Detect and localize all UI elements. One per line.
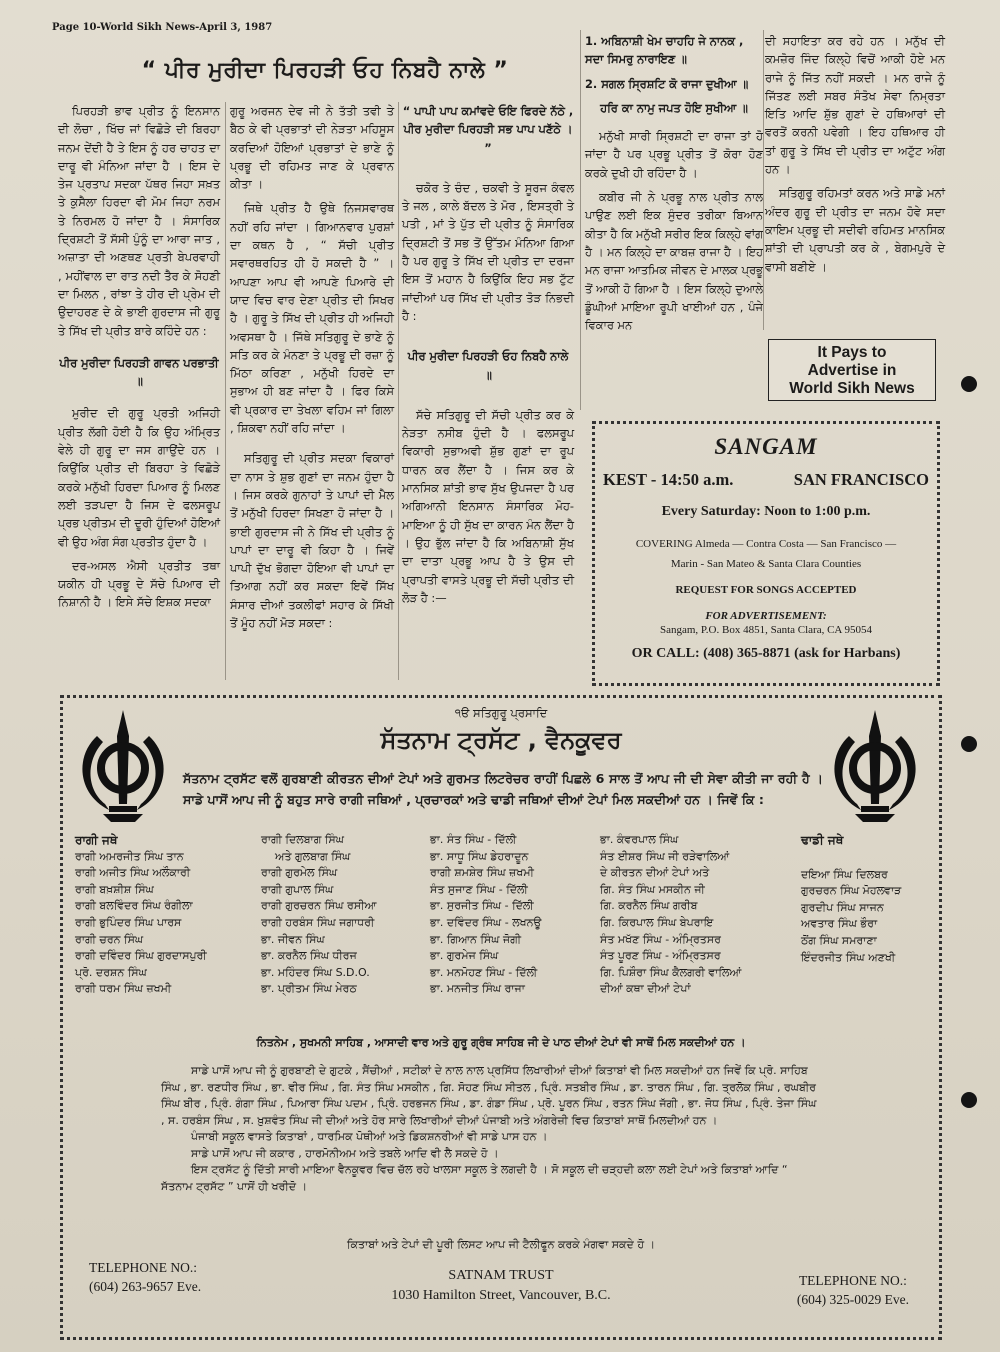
khanda-icon — [73, 706, 173, 826]
list-item: ਭਾ. ਪ੍ਰੀਤਮ ਸਿੰਘ ਮੇਰਠ — [261, 982, 357, 996]
list-item: ਰਾਗੀ ਅਜੀਤ ਸਿੰਘ ਅਲੌਕਾਰੀ — [75, 866, 191, 880]
binder-hole — [961, 376, 977, 392]
list-item: ਰਾਗੀ ਸ਼ਮਸ਼ੇਰ ਸਿੰਘ ਜ਼ਖਮੀ — [430, 866, 534, 880]
invocation: ੧ੳ ਸਤਿਗੁਰੂ ਪ੍ਰਸਾਦਿ — [454, 706, 548, 720]
paragraph: ਸੱਚੇ ਸਤਿਗੁਰੂ ਦੀ ਸੱਚੀ ਪ੍ਰੀਤ ਕਰ ਕੇ ਨੇੜਤਾ ਨਸੀਬ ਹੁੰਦੀ ਹੈ । ਫਲਸਰੂਪ ਵਿਕਾਰੀ ਸੁਭਾਅਵੀ ਸ਼ੁੱਭ ਗੁਣਾਂ ਦਾ ਰੂਪ ਧਾਰਨ ਕਰ ਲੈਂਦਾ ਹੈ । ਜਿਸ ਕਰ ਕੇ ਮਾਨਸਿਕ ਸ਼ਾਂਤੀ ਭਾਵ ਸੁੱਖ ਉਪਜਦਾ ਹੈ ਪਰ ਅਗਿਆਨੀ ਇਨਸਾਨ ਸੰਸਾਰਿਕ ਮੋਹ-ਮਾਇਆ ਨੂੰ ਹੀ ਸੁੱਖ ਦਾ ਕਾਰਨ ਮੰਨ ਲੈਂਦਾ ਹੈ । ਉਹ ਭੁੱਲ ਜਾਂਦਾ ਹੈ ਕਿ ਅਬਿਨਾਸ਼ੀ ਸੁੱਖ ਦਾ ਦਾਤਾ ਪ੍ਰਭੂ ਆਪ ਹੈ ਤੇ ਉਸ ਦੀ ਪ੍ਰਾਪਤੀ ਵਾਸਤੇ ਪ੍ਰਭੂ ਦੀ ਸੱਚੀ ਪ੍ਰੀਤ ਦੀ ਲੋੜ ਹੈ :— — [402, 407, 574, 605]
list-item: ਗਿ. ਸੰਤ ਸਿੰਘ ਮਸਕੀਨ ਜੀ — [600, 882, 705, 896]
list-item: ਭਾ. ਮਨਜੀਤ ਸਿੰਘ ਰਾਜਾ — [430, 982, 525, 996]
trust-address: 1030 Hamilton Street, Vancouver, B.C. — [391, 1288, 611, 1303]
list-item: ਅਵਤਾਰ ਸਿੰਘ ਭੌਰਾ — [801, 917, 878, 931]
list-item: ਰਾਗੀ ਭੁਪਿੰਦਰ ਸਿੰਘ ਪਾਰਸ — [75, 915, 182, 929]
telephone-label: TELEPHONE NO.: — [798, 1273, 907, 1288]
list-item: ਦੇ ਕੀਰਤਨ ਦੀਆਂ ਟੇਪਾਂ ਅਤੇ — [600, 866, 710, 880]
list-item: ਸੰਤ ਪੂਰਣ ਸਿੰਘ - ਅੰਮ੍ਰਿਤਸਰ — [600, 949, 721, 963]
column-divider — [398, 102, 399, 680]
station-line — [595, 470, 937, 490]
list-item: ਦਇਆ ਸਿੰਘ ਦਿਲਬਰ — [801, 867, 888, 881]
paragraph: ਮਨੁੱਖੀ ਸਾਰੀ ਸ੍ਰਿਸ਼ਟੀ ਦਾ ਰਾਜਾ ਤਾਂ ਹੋ ਜਾਂਦਾ ਹੈ ਪਰ ਪ੍ਰਭੂ ਪ੍ਰੀਤ ਤੋਂ ਕੋਰਾ ਹੋਣ ਕਰਕੇ ਦੁਖੀ ਹੀ ਰਹਿੰਦਾ ਹੈ । — [585, 129, 763, 180]
list-item: ਅਤੇ ਗੁਲਬਾਗ ਸਿੰਘ — [275, 849, 351, 863]
paragraph: ਦੀ ਸਹਾਇਤਾ ਕਰ ਰਹੇ ਹਨ । ਮਨੁੱਖ ਦੀ ਕਮਜ਼ੋਰ ਜਿੰਦ ਕਿਲ੍ਹੇ ਵਿਚੋਂ ਆਕੀ ਹੋਏ ਮਨ ਰਾਜੇ ਨੂੰ ਜਿੱਤ ਨਹੀਂ ਸਕਦੀ । ਮਨ ਰਾਜੇ ਨੂੰ ਜਿੱਤਣ ਲਈ ਸਬਰ ਸੰਤੋਖ ਸੇਵਾ ਨਿਮ੍ਰਤਾ ਇਤਿ ਆਦਿ ਸ਼ੁੱਭ ਗੁਣਾਂ ਦੇ ਹਥਿਆਰਾਂ ਦੀ ਵਰਤੋਂ ਕਰਨੀ ਪਵੇਗੀ । ਇਹ ਹਥਿਆਰ ਹੀ ਤਾਂ ਗੁਰੂ ਤੇ ਸਿੱਖ ਦੀ ਪ੍ਰੀਤ ਦਾ ਅਟੁੱਟ ਅੰਗ ਹਨ । — [765, 34, 945, 177]
coverage-line: Marin - San Mateo & Santa Clara Counties — [670, 558, 862, 570]
paragraph: ਸਤਿਗੁਰੂ ਰਹਿਮਤਾਂ ਕਰਨ ਅਤੇ ਸਾਡੇ ਮਨਾਂ ਅੰਦਰ ਗੁਰੂ ਦੀ ਪ੍ਰੀਤ ਦਾ ਜਨਮ ਹੋਵੇ ਸਦਾ ਕਾਇਮ ਪ੍ਰਭੂ ਦੀ ਸਦੀਵੀ ਰਹਿਮਤ ਮਾਨਸਿਕ ਸ਼ਾਂਤੀ ਦੀ ਪ੍ਰਾਪਤੀ ਕਰ ਕੇ , ਬੇਗਮਪੁਰੇ ਦੇ ਵਾਸੀ ਬਣੀਏ । — [765, 186, 945, 274]
list-heading: ਢਾਡੀ ਜਥੇ — [801, 833, 844, 847]
list-item: ਰਾਗੀ ਚਰਨ ਸਿੰਘ — [75, 932, 144, 946]
list-item: ਰਾਗੀ ਧਰਮ ਸਿੰਘ ਜ਼ਖਮੀ — [75, 982, 172, 996]
list-item: ਇੰਦਰਜੀਤ ਸਿੰਘ ਅਣਖੀ — [801, 950, 896, 964]
trust-intro: ਸੱਤਨਾਮ ਟ੍ਰਸੱਟ ਵਲੋਂ ਗੁਰਬਾਣੀ ਕੀਰਤਨ ਦੀਆਂ ਟੇਪਾਂ ਅਤੇ ਗੁਰਮਤ ਲਿਟਰੇਚਰ ਰਾਹੀਂ ਪਿਛਲੇ 6 ਸਾਲ ਤੋਂ ਆਪ ਜੀ ਦੀ ਸੇਵਾ ਕੀਤੀ ਜਾ ਰਹੀ ਹੈ । ਸਾਡੇ ਪਾਸੋਂ ਆਪ ਜੀ ਨੂੰ ਬਹੁਤ ਸਾਰੇ ਰਾਗੀ ਜਥਿਆਂ , ਪ੍ਰਚਾਰਕਾਂ ਅਤੇ ਢਾਡੀ ਜਥਿਆਂ ਦੀਆਂ ਟੇਪਾਂ ਮਿਲ ਸਕਦੀਆਂ ਹਨ । ਜਿਵੇਂ ਕਿ : — [183, 771, 823, 807]
sangam-address: Sangam, P.O. Box 4851, Santa Clara, CA 95054 — [659, 624, 873, 636]
paragraph: ਜਿਥੇ ਪ੍ਰੀਤ ਹੈ ਉਥੇ ਨਿਜਸਵਾਰਥ ਨਹੀਂ ਰਹਿ ਜਾਂਦਾ । ਗਿਆਨਵਾਰ ਪੁਰਸ਼ਾਂ ਦਾ ਕਥਨ ਹੈ , “ ਸੱਚੀ ਪ੍ਰੀਤ ਸਵਾਰਥਰਹਿਤ ਹੀ ਹੋ ਸਕਦੀ ਹੈ ” । ਆਪਣਾ ਆਪ ਵੀ ਆਪਣੇ ਪਿਆਰੇ ਦੀ ਯਾਦ ਵਿਚ ਵਾਰ ਦੇਣਾ ਪ੍ਰੀਤ ਦੀ ਸਿਖਰ ਹੈ । ਗੁਰੂ ਤੇ ਸਿੱਖ ਦੀ ਪ੍ਰੀਤ ਹੀ ਅਜਿਹੀ ਅਵਸਥਾ ਹੈ । ਜਿੱਥੇ ਸਤਿਗੁਰੂ ਦੇ ਭਾਣੇ ਨੂੰ ਸਤਿ ਕਰ ਕੇ ਮੰਨਣਾ ਤੇ ਪ੍ਰਭੂ ਦੀ ਰਜ਼ਾ ਨੂੰ ਮਿੱਠਾ ਕਰਿਣਾ , ਮਨੁੱਖੀ ਹਿਰਦੇ ਦਾ ਸੁਭਾਅ ਹੀ ਬਣ ਜਾਂਦਾ ਹੈ । ਫਿਰ ਕਿਸੇ ਵੀ ਪ੍ਰਕਾਰ ਦਾ ਤੇਖਲਾ ਵਹਿਮ ਜਾਂ ਗਿਲਾ , ਸ਼ਿਕਵਾ ਨਹੀਂ ਰਹਿ ਜਾਂਦਾ । — [230, 201, 394, 436]
list-item: ਰਾਗੀ ਦਿਲਬਾਗ ਸਿੰਘ — [261, 833, 344, 846]
column-divider — [763, 30, 764, 330]
verse-heading: ਪੀਰ ਮੁਰੀਦਾ ਪਿਰਹੜੀ ਓਹ ਨਿਬਹੈ ਨਾਲੇ ॥ — [407, 349, 569, 382]
telephone-number: (604) 325-0029 Eve. — [796, 1292, 909, 1307]
list-item: ਭਾ. ਸੁਰਜੀਤ ਸਿੰਘ - ਦਿੱਲੀ — [430, 899, 534, 913]
list-item: ਗਿ. ਕਿਰਪਾਲ ਸਿੰਘ ਬੇਪਰਾਇ — [600, 915, 714, 929]
column-divider — [225, 102, 226, 680]
list-item: ਸੰਤ ਈਸ਼ਰ ਸਿੰਘ ਜੀ ਰੜੇਵਾਲਿਆਂ — [600, 849, 730, 863]
list-item: ਰਾਗੀ ਗੁਰਮੇਲ ਸਿੰਘ — [261, 866, 338, 880]
list-item: ਪ੍ਰੋ. ਦਰਸ਼ਨ ਸਿੰਘ — [75, 965, 147, 979]
list-item: ਰਾਗੀ ਗੁਪਾਲ ਸਿੰਘ — [261, 882, 334, 896]
ragi-list-2 — [261, 832, 431, 998]
song-request-note: REQUEST FOR SONGS ACCEPTED — [675, 584, 857, 596]
paragraph: ਸਾਡੇ ਪਾਸੋਂ ਆਪ ਜੀ ਕਕਾਰ , ਹਾਰਮੋਨੀਅਮ ਅਤੇ ਤਬਲੇ ਆਦਿ ਵੀ ਲੈ ਸਕਦੇ ਹੋ । — [191, 1146, 499, 1160]
list-item: ਭਾ. ਦਵਿੰਦਰ ਸਿੰਘ - ਲਖਨਊ — [430, 915, 542, 929]
list-item: ਗਿ. ਪਿਸ਼ੌਰਾ ਸਿੰਘ ਕੈਲਗਰੀ ਵਾਲਿਆਂ — [600, 965, 742, 979]
verse-line: 2. ਸਗਲ ਸ੍ਰਿਸ਼ਟਿ ਕੋ ਰਾਜਾ ਦੁਖੀਆ ॥ — [585, 76, 749, 91]
station-city: SAN FRANCISCO — [793, 470, 929, 489]
satnam-trust-ad — [60, 695, 942, 1340]
article-column-4 — [585, 32, 763, 340]
list-item: ਰਾਗੀ ਬਲਵਿੰਦਰ ਸਿੰਘ ਰੰਗੀਲਾ — [75, 899, 193, 913]
list-heading: ਰਾਗੀ ਜਥੇ — [75, 833, 118, 847]
paragraph: ਗੁਰੂ ਅਰਜਨ ਦੇਵ ਜੀ ਨੇ ਤੱਤੀ ਤਵੀ ਤੇ ਬੈਠ ਕੇ ਵੀ ਪ੍ਰਭਾਤਾਂ ਦੀ ਨੇੜਤਾ ਮਹਿਸੂਸ ਕਰਦਿਆਂ ਹੋਇਆਂ ਪ੍ਰਭਾਤਾਂ ਦੇ ਭਾਣੇ ਨੂੰ ਪ੍ਰਭੂ ਦੀ ਰਹਿਮਤ ਜਾਣ ਕੇ ਪ੍ਰਵਾਨ ਕੀਤਾ । — [230, 104, 394, 192]
list-item: ਭਾ. ਸੰਤ ਸਿੰਘ - ਦਿੱਲੀ — [430, 833, 517, 846]
paragraph: ਪਿਰਹੜੀ ਭਾਵ ਪ੍ਰੀਤ ਨੂੰ ਇਨਸਾਨ ਦੀ ਲੋਚਾ , ਖਿੱਚ ਜਾਂ ਵਿਛੋੜੇ ਦੀ ਬਿਰਹਾ ਜਨਮ ਦੇਂਦੀ ਹੈ ਤੇ ਇਸ ਨੂੰ ਹਰ ਚਾਹਤ ਦਾ ਦਾਰੂ ਵੀ ਮੰਨਿਆ ਜਾਂਦਾ ਹੈ । ਇਸ ਦੇ ਤੇਜ ਪ੍ਰਤਾਪ ਸਦਕਾ ਪੱਥਰ ਜਿਹਾ ਸਖ਼ਤ ਤੇ ਕੁਸੈਲਾ ਹਿਰਦਾ ਵੀ ਮੋਮ ਜਿਹਾ ਨਰਮ ਤੇ ਨਿਰਮਲ ਹੋ ਜਾਂਦਾ ਹੈ । ਸੰਸਾਰਿਕ ਦ੍ਰਿਸ਼ਟੀ ਤੋਂ ਸੱਸੀ ਪੁੰਨੂੰ ਦਾ ਆਰਾ ਜਾਤ , ਅਜ਼ਾਤਾ ਦੀ ਅਣਥਣ ਪ੍ਰਤੀ ਬੇਪਰਵਾਹੀ , ਮਹੀਂਵਾਲ ਦਾ ਰਾਤ ਨਦੀ ਤੈਰ ਕੇ ਸੋਹਣੀ ਦਾ ਮਿਲਨ , ਰਾਂਝਾ ਤੇ ਹੀਰ ਦੀ ਪ੍ਰੇਮ ਦੀ ਉਦਾਹਰਣ ਦੇ ਕੇ ਭਾਈ ਗੁਰਦਾਸ ਜੀ ਗੁਰੂ ਤੇ ਸਿੱਖ ਦੀ ਪ੍ਰੀਤ ਬਾਰੇ ਕਹਿੰਦੇ ਹਨ : — [58, 104, 220, 338]
sangam-title: SANGAM — [714, 434, 818, 459]
telephone-right — [797, 1271, 909, 1309]
list-item: ਭਾ. ਗੁਰਮੇਜ ਸਿੰਘ — [430, 949, 499, 963]
list-item: ਭਾ. ਜੀਵਨ ਸਿੰਘ — [261, 932, 325, 946]
ragi-list-3 — [430, 832, 602, 998]
coverage-line: COVERING Almeda — Contra Costa — San Francisco — — [635, 538, 897, 550]
list-item: ਭਾ. ਕੰਵਰਪਾਲ ਸਿੰਘ — [600, 833, 679, 846]
paragraph: ਸਤਿਗੁਰੂ ਦੀ ਪ੍ਰੀਤ ਸਦਕਾ ਵਿਕਾਰਾਂ ਦਾ ਨਾਸ ਤੇ ਸ਼ੁਭ ਗੁਣਾਂ ਦਾ ਜਨਮ ਹੁੰਦਾ ਹੈ । ਜਿਸ ਕਰਕੇ ਗੁਨਾਹਾਂ ਤੇ ਪਾਪਾਂ ਦੀ ਮੈਲ ਤੋਂ ਮਨੁੱਖੀ ਹਿਰਦਾ ਸਿਖਣਾ ਹੋ ਜਾਂਦਾ ਹੈ । ਭਾਈ ਗੁਰਦਾਸ ਜੀ ਨੇ ਸਿੱਖ ਦੀ ਪ੍ਰੀਤ ਨੂੰ ਪਾਪਾਂ ਦਾ ਦਾਰੂ ਵੀ ਕਿਹਾ ਹੈ । ਜਿਵੇਂ ਪਾਪੀ ਦੁੱਖ ਭੋਗਦਾ ਹੋਇਆ ਵੀ ਪਾਪਾਂ ਦਾ ਤਿਆਗ ਨਹੀਂ ਕਰ ਸਕਦਾ ਇਵੇਂ ਸਿੱਖ ਸੰਸਾਰ ਦੀਆਂ ਤਕਲੀਫਾਂ ਸਹਾਰ ਕੇ ਸਿੱਖੀ ਤੋਂ ਮੂੰਹ ਨਹੀਂ ਮੋੜ ਸਕਦਾ : — [230, 451, 394, 631]
list-item: ਠੋਂਗ ਸਿੰਘ ਸਮਰਾਣਾ — [801, 933, 877, 947]
station-frequency: KEST - 14:50 a.m. — [603, 470, 734, 489]
article-column-5 — [765, 32, 945, 282]
list-item: ਦੀਆਂ ਕਥਾ ਦੀਆਂ ਟੇਪਾਂ — [600, 982, 691, 996]
advertise-line: It Pays to — [817, 344, 887, 361]
verse-line: ਹਰਿ ਕਾ ਨਾਮੁ ਜਪਤ ਹੋਇ ਸੁਖੀਆ ॥ — [600, 100, 748, 115]
binder-hole — [961, 1092, 977, 1108]
binder-hole — [961, 736, 977, 752]
list-item: ਗੁਰਚਰਨ ਸਿੰਘ ਮੋਹਲਵਾੜ — [801, 884, 902, 898]
trust-title: ਸੱਤਨਾਮ ਟ੍ਰਸੱਟ , ਵੈਨਕੂਵਰ — [380, 726, 622, 754]
ragi-list-1 — [75, 832, 255, 998]
advertisement-label: FOR ADVERTISEMENT: — [705, 610, 827, 622]
article-column-1 — [58, 102, 220, 618]
paragraph: ਚਕੋਰ ਤੇ ਚੰਦ , ਚਕਵੀ ਤੇ ਸੂਰਜ ਕੰਵਲ ਤੇ ਜਲ , ਕਾਲੇ ਬੱਦਲ ਤੇ ਮੋਰ , ਇਸਤ੍ਰੀ ਤੇ ਪਤੀ , ਮਾਂ ਤੇ ਪੁੱਤ ਦੀ ਪ੍ਰੀਤ ਨੂੰ ਸੰਸਾਰਿਕ ਦ੍ਰਿਸ਼ਟੀ ਤੋਂ ਸਭ ਤੋਂ ਉੱਤਮ ਮੰਨਿਆ ਗਿਆ ਹੈ ਪਰ ਗੁਰੂ ਤੇ ਸਿੱਖ ਦੀ ਪ੍ਰੀਤ ਦਾ ਦਰਜਾ ਇਸ ਤੋਂ ਮਹਾਨ ਹੈ ਕਿਉਂਕਿ ਇਹ ਸਭ ਟੁੱਟ ਜਾਂਦੀਆਂ ਪਰ ਸਿੱਖ ਦੀ ਪ੍ਰੀਤ ਤੋੜ ਨਿਭਦੀ ਹੈ : — [402, 180, 574, 323]
khanda-icon — [825, 706, 925, 826]
list-item: ਰਾਗੀ ਹਰਬੰਸ ਸਿੰਘ ਜਗਾਧਰੀ — [261, 915, 375, 929]
verse-heading: ਪੀਰ ਮੁਰੀਦਾ ਪਿਰਹੜੀ ਗਾਵਨ ਪਰਭਾਤੀ ॥ — [59, 355, 219, 389]
list-item: ਭਾ. ਕਰਨੈਲ ਸਿੰਘ ਧੀਰਜ — [261, 949, 357, 963]
paragraph: ਮੁਰੀਦ ਦੀ ਗੁਰੂ ਪ੍ਰਤੀ ਅਜਿਹੀ ਪ੍ਰੀਤ ਲੱਗੀ ਹੋਈ ਹੈ ਕਿ ਉਹ ਅੰਮ੍ਰਿਤ ਵੇਲੇ ਹੀ ਗੁਰੂ ਦਾ ਜਸ ਗਾਉਂਦੇ ਹਨ । ਕਿਉਂਕਿ ਪ੍ਰੀਤ ਦੀ ਬਿਰਹਾ ਤੇ ਵਿਛੋੜੇ ਕਰਕੇ ਮਨੁੱਖੀ ਹਿਰਦਾ ਪਿਆਰ ਨੂੰ ਮਿਲਣ ਲਈ ਤੜਪਦਾ ਹੈ ਜਿਸ ਦੇ ਫਲਸਰੂਪ ਪ੍ਰਭ ਪ੍ਰੀਤਮ ਦੀ ਦੂਰੀ ਹੁੰਦਿਆਂ ਹੋਇਆਂ ਵੀ ਉਹ ਅੰਗ ਸੰਗ ਪ੍ਰਤੀਤ ਹੁੰਦਾ ਹੈ । — [58, 406, 220, 549]
nitnem-note: ਨਿਤਨੇਮ , ਸੁਖਮਨੀ ਸਾਹਿਬ , ਆਸਾਦੀ ਵਾਰ ਅਤੇ ਗੁਰੂ ਗ੍ਰੰਥ ਸਾਹਿਬ ਜੀ ਦੇ ਪਾਠ ਦੀਆਂ ਟੇਪਾਂ ਵੀ ਸਾਥੋਂ ਮਿਲ ਸਕਦੀਆਂ ਹਨ । — [256, 1036, 746, 1049]
list-item: ਭਾ. ਸਾਧੂ ਸਿੰਘ ਡੇਹਰਾਦੂਨ — [430, 849, 529, 863]
trust-name: SATNAM TRUST — [448, 1268, 554, 1283]
paragraph: ਪੰਜਾਬੀ ਸਕੂਲ ਵਾਸਤੇ ਕਿਤਾਬਾਂ , ਧਾਰਮਿਕ ਪੋਥੀਆਂ ਅਤੇ ਡਿਕਸ਼ਨਰੀਆਂ ਵੀ ਸਾਡੇ ਪਾਸ ਹਨ । — [191, 1130, 548, 1143]
advertise-line: World Sikh News — [789, 380, 915, 397]
article-column-3 — [402, 102, 574, 613]
list-item: ਰਾਗੀ ਅਮਰਜੀਤ ਸਿੰਘ ਤਾਨ — [75, 849, 184, 863]
verse-line: 1. ਅਬਿਨਾਸ਼ੀ ਖੇਮ ਚਾਹਹਿ ਜੇ ਨਾਨਕ , ਸਦਾ ਸਿਮਰੁ ਨਾਰਾਇਣ ॥ — [585, 34, 744, 67]
paragraph: ਕਬੀਰ ਜੀ ਨੇ ਪ੍ਰਭੂ ਨਾਲ ਪ੍ਰੀਤ ਨਾਲ ਪਾਉਣ ਲਈ ਇਕ ਸੁੰਦਰ ਤਰੀਕਾ ਬਿਆਨ ਕੀਤਾ ਹੈ ਕਿ ਮਨੁੱਖੀ ਸਰੀਰ ਇਕ ਕਿਲ੍ਹੇ ਵਾਂਗ ਹੈ । ਮਨ ਕਿਲ੍ਹੇ ਦਾ ਕਾਬਜ਼ ਰਾਜਾ ਹੈ । ਇਹ ਮਨ ਰਾਜਾ ਆਤਮਿਕ ਜੀਵਨ ਦੇ ਮਾਲਕ ਪ੍ਰਭੂ ਤੋਂ ਆਕੀ ਹੋ ਗਿਆ ਹੈ । ਇਸ ਕਿਲ੍ਹੇ ਦੁਆਲੇ ਡੂੰਘੀਆਂ ਮਾਇਆ ਰੂਪੀ ਖਾਈਆਂ ਹਨ , ਪੰਜੇ ਵਿਕਾਰ ਮਨ — [585, 190, 764, 333]
coverage-area — [595, 534, 937, 574]
paragraph: ਦਰ-ਅਸਲ ਐਸੀ ਪ੍ਰਤੀਤ ਤਥਾ ਯਕੀਨ ਹੀ ਪ੍ਰਭੂ ਦੇ ਸੱਚੇ ਪਿਆਰ ਦੀ ਨਿਸ਼ਾਨੀ ਹੈ । ਇਸੇ ਸੱਚੇ ਇਸ਼ਕ ਸਦਕਾ — [58, 558, 220, 610]
advertise-line: Advertise in — [807, 362, 897, 379]
list-item: ਭਾ. ਗਿਆਨ ਸਿੰਘ ਜੋਗੀ — [430, 932, 522, 946]
article-title: “ ਪੀਰ ਮੁਰੀਦਾ ਪਿਰਹੜੀ ਓਹ ਨਿਬਹੈ ਨਾਲੇ ” — [141, 58, 509, 83]
list-item: ਭਾ. ਮਹਿੰਦਰ ਸਿੰਘ S.D.O. — [261, 965, 370, 979]
broadcast-time: Every Saturday: Noon to 1:00 p.m. — [661, 504, 871, 519]
list-item: ਗਿ. ਕਰਨੈਲ ਸਿੰਘ ਗਰੀਬ — [600, 899, 698, 913]
telephone-number: (604) 263-9657 Eve. — [89, 1279, 202, 1294]
paragraph: ਸਾਡੇ ਪਾਸੋਂ ਆਪ ਜੀ ਨੂੰ ਗੁਰਬਾਣੀ ਦੇ ਗੁਟਕੇ , ਸੈਂਚੀਆਂ , ਸਟੀਕਾਂ ਦੇ ਨਾਲ ਨਾਲ ਪ੍ਰਸਿੱਧ ਲਿਖਾਰੀਆਂ ਦੀਆਂ ਕਿਤਾਬਾਂ ਵੀ ਮਿਲ ਸਕਦੀਆਂ ਹਨ ਜਿਵੇਂ ਕਿ ਪ੍ਰੋ. ਸਾਹਿਬ ਸਿੰਘ , ਭਾ. ਰਣਧੀਰ ਸਿੰਘ , ਭਾ. ਵੀਰ ਸਿੰਘ , ਗਿ. ਸੰਤ ਸਿੰਘ ਮਸਕੀਨ , ਗਿ. ਸੋਹਣ ਸਿੰਘ ਸੀਤਲ , ਪ੍ਰਿੰ. ਸਤਬੀਰ ਸਿੰਘ , ਡਾ. ਤਾਰਨ ਸਿੰਘ , ਗਿ. ਤ੍ਰਲੋਕ ਸਿੰਘ , ਰਘਬੀਰ ਸਿੰਘ ਬੀਰ , ਪ੍ਰਿੰ. ਗੰਗਾ ਸਿੰਘ , ਪਿਆਰਾ ਸਿੰਘ ਪਦਮ , ਪ੍ਰਿੰ. ਹਰਭਜਨ ਸਿੰਘ , ਡਾ. ਗੰਡਾ ਸਿੰਘ , ਪ੍ਰੋ. ਪੂਰਨ ਸਿੰਘ , ਰਤਨ ਸਿੰਘ ਜੱਗੀ , ਭਾ. ਜੋਧ ਸਿੰਘ , ਪ੍ਰਿੰ. ਤੇਜਾ ਸਿੰਘ , ਸ. ਹਰਬੰਸ ਸਿੰਘ , ਸ. ਖ਼ੁਸ਼ਵੰਤ ਸਿੰਘ ਜੀ ਦੀਆਂ ਅਤੇ ਹੋਰ ਸਾਰੇ ਲਿਖਾਰੀਆਂ ਦੀਆਂ ਪੰਜਾਬੀ ਅਤੇ ਅੰਗਰੇਜ਼ੀ ਵਿਚ ਕਿਤਾਬਾਂ ਸਾਥੋਂ ਮਿਲਦੀਆਂ ਹਨ । — [161, 1064, 817, 1127]
sangam-ad — [592, 421, 940, 686]
telephone-label: TELEPHONE NO.: — [89, 1260, 197, 1275]
dhadi-list — [801, 832, 941, 966]
verse-quote: “ ਪਾਪੀ ਪਾਪ ਕਮਾਂਵਦੇ ਓਇ ਫਿਰਦੇ ਨੱਠੇ , ਪੀਰ ਮੁਰੀਦਾ ਪਿਰਹੜੀ ਸਭ ਪਾਪ ਪਣੱਠੇ । ” — [402, 104, 574, 155]
list-item: ਸੰਤ ਸੁਜਾਣ ਸਿੰਘ - ਦਿੱਲੀ — [430, 882, 528, 896]
list-item: ਸੰਤ ਮਖੱਣ ਸਿੰਘ - ਅੰਮ੍ਰਿਤਸਰ — [600, 932, 721, 946]
full-list-note: ਕਿਤਾਬਾਂ ਅਤੇ ਟੇਪਾਂ ਦੀ ਪੂਰੀ ਲਿਸਟ ਆਪ ਜੀ ਟੈਲੀਫੂਨ ਕਰਕੇ ਮੰਗਵਾ ਸਕਦੇ ਹੋ । — [346, 1238, 656, 1251]
advertise-box — [768, 339, 936, 401]
paragraph: ਇਸ ਟ੍ਰਸੱਟ ਨੂੰ ਦਿੱਤੀ ਸਾਰੀ ਮਾਇਆ ਵੈਨਕੂਵਰ ਵਿਚ ਚੱਲ ਰਹੇ ਖਾਲਸਾ ਸਕੂਲ ਤੇ ਲਗਦੀ ਹੈ । ਸੋ ਸਕੂਲ ਦੀ ਚੜ੍ਹਦੀ ਕਲਾ ਲਈ ਟੇਪਾਂ ਅਤੇ ਕਿਤਾਬਾਂ ਆਦਿ “ ਸੱਤਨਾਮ ਟ੍ਰਸੱਟ ” ਪਾਸੋਂ ਹੀ ਖਰੀਦੋ । — [161, 1163, 788, 1193]
list-item: ਰਾਗੀ ਗੁਰਚਰਨ ਸਿੰਘ ਰਸੀਆ — [261, 899, 377, 913]
page-header: Page 10-World Sikh News-April 3, 1987 — [52, 22, 273, 33]
list-item: ਭਾ. ਮਨਮੋਹਣ ਸਿੰਘ - ਦਿੱਲੀ — [430, 965, 538, 979]
list-item: ਰਾਗੀ ਦਵਿੰਦਰ ਸਿੰਘ ਗੁਰਦਾਸਪੁਰੀ — [75, 949, 207, 963]
katha-list — [600, 832, 800, 998]
sangam-phone: OR CALL: (408) 365-8871 (ask for Harbans) — [631, 646, 901, 661]
column-divider — [580, 30, 581, 410]
list-item: ਗੁਰਦੀਪ ਸਿੰਘ ਸਾਜਨ — [801, 900, 884, 914]
article-column-2 — [230, 102, 394, 638]
list-item: ਰਾਗੀ ਬਖ਼ਸ਼ੀਸ਼ ਸਿੰਘ — [75, 882, 154, 896]
books-section — [161, 1063, 821, 1195]
